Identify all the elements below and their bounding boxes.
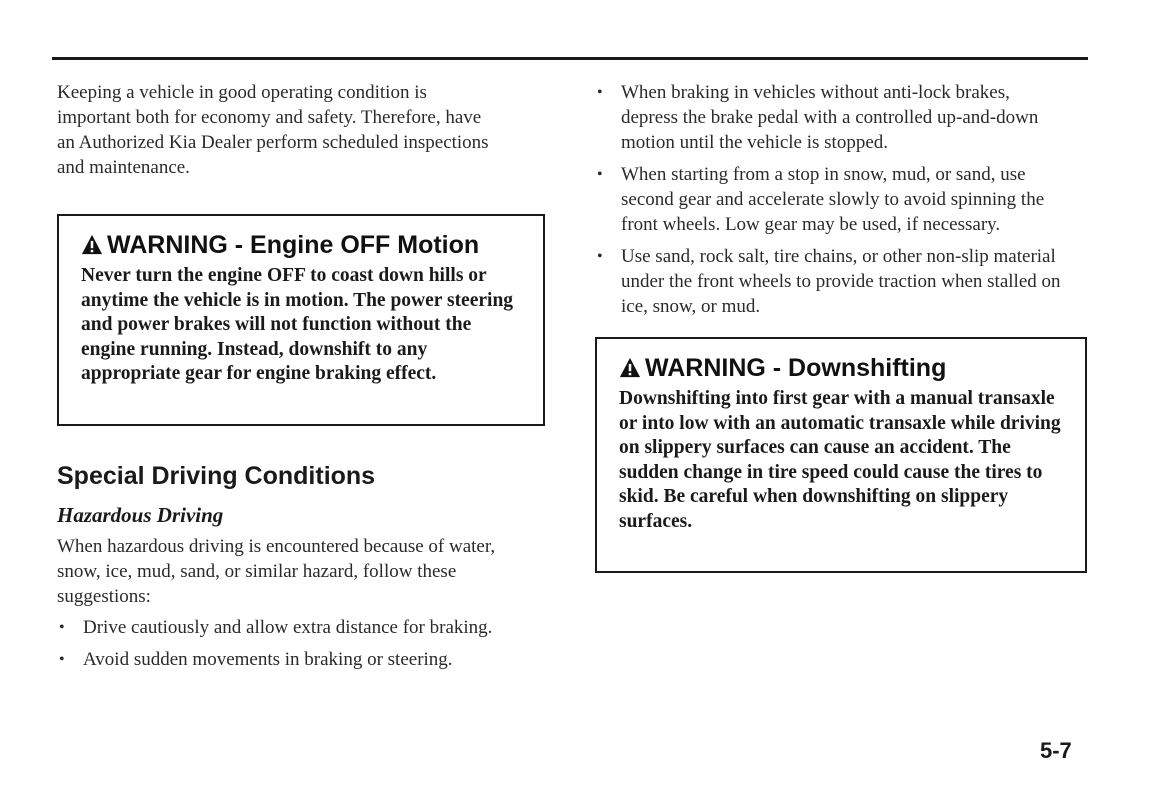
list-item — [57, 615, 497, 640]
warning-engine-off-body: Never turn the engine OFF to coast down hills or anytime the vehicle is in motion. The power steering and power brakes will not function without the engine running. Instead, downshift to any appropriate gear for engine braking effect. — [81, 265, 514, 385]
bullet-marker: • — [597, 84, 603, 101]
warning-downshifting-title-row — [619, 353, 1065, 383]
right-column — [595, 80, 1090, 573]
warning-engine-off-box — [57, 214, 545, 426]
bullet-marker: • — [59, 619, 65, 636]
header-rule — [52, 57, 1088, 60]
page-number: 5-7 — [1040, 738, 1072, 763]
bullet-marker: • — [59, 651, 65, 668]
subsection-heading: Hazardous Driving — [57, 503, 224, 527]
warning-triangle-icon — [81, 234, 103, 256]
list-item-text: Use sand, rock salt, tire chains, or other non-slip material under the front wheels to provide traction when stalled on ice, snow, or mud. — [621, 246, 1061, 317]
hazard-intro-paragraph: When hazardous driving is encountered because of water, snow, ice, mud, sand, or similar hazard, follow these suggestions: — [57, 536, 496, 607]
right-bullet-list — [595, 80, 1065, 319]
list-item-text: When starting from a stop in snow, mud, or sand, use second gear and accelerate slowly to avoid spinning the front wheels. Low gear may be used, if necessary. — [621, 164, 1045, 235]
list-item-text: Avoid sudden movements in braking or steering. — [83, 649, 453, 670]
warning-downshifting-box — [595, 337, 1087, 573]
intro-paragraph: Keeping a vehicle in good operating condition is important both for economy and safety. Therefore, have an Authorized Kia Dealer perform scheduled inspections and maintenance. — [57, 82, 489, 178]
warning-downshifting-title: WARNING - Downshifting — [645, 354, 947, 382]
warning-engine-off-title: WARNING - Engine OFF Motion — [107, 231, 480, 259]
section-heading: Special Driving Conditions — [57, 462, 376, 490]
left-bullet-list — [57, 615, 497, 672]
left-column — [57, 80, 537, 679]
warning-triangle-icon — [619, 357, 641, 379]
list-item-text: Drive cautiously and allow extra distance for braking. — [83, 617, 493, 638]
bullet-marker: • — [597, 248, 603, 265]
list-item — [595, 162, 1065, 237]
list-item — [57, 647, 497, 672]
bullet-marker: • — [597, 166, 603, 183]
warning-engine-off-title-row — [81, 230, 523, 260]
warning-downshifting-body: Downshifting into first gear with a manual transaxle or into low with an automatic transaxle while driving on slippery surfaces can cause an accident. The sudden change in tire speed could cause the tires to skid. Be careful when downshifting on slippery surfaces. — [619, 388, 1061, 532]
list-item — [595, 80, 1065, 155]
list-item — [595, 244, 1065, 319]
list-item-text: When braking in vehicles without anti-lock brakes, depress the brake pedal with a controlled up-and-down motion until the vehicle is stopped. — [621, 82, 1039, 153]
